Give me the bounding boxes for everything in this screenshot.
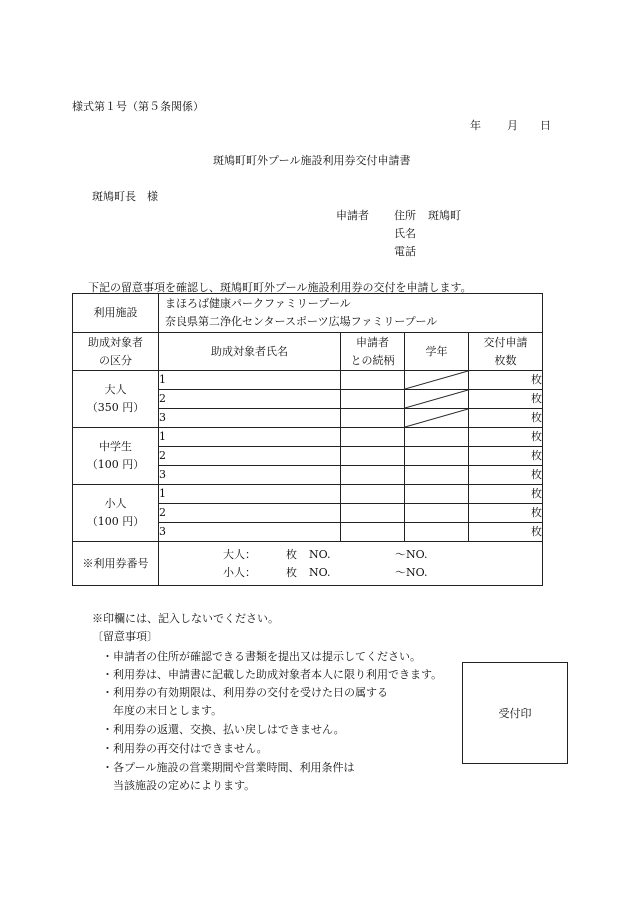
grade-cell[interactable] (405, 485, 469, 504)
facility-names (159, 294, 543, 333)
col-grade-header: 学年 (405, 333, 469, 371)
relation-cell[interactable] (341, 466, 405, 485)
row-number: 2 (159, 504, 341, 523)
tickets-cell[interactable]: 枚 (469, 428, 543, 447)
address-value: 斑鳩町 (428, 209, 461, 222)
category-price: （350 円） (86, 401, 145, 414)
tickets-cell[interactable]: 枚 (469, 504, 543, 523)
phone-label: 電話 (394, 245, 416, 258)
facility-1: まほろば健康パークファミリープール (165, 297, 351, 310)
address-label: 住所 (394, 209, 416, 222)
tickets-cell[interactable]: 枚 (469, 371, 543, 390)
relation-cell[interactable] (341, 523, 405, 542)
col-relation-line1: 申請者 (356, 335, 389, 349)
note-item: ・利用券の再交付はできません。 (102, 742, 268, 755)
stamp-box-label: 受付印 (498, 707, 532, 720)
ticket-adult-no: NO. (309, 547, 331, 561)
row-number: 3 (159, 466, 341, 485)
col-relation-line2: との続柄 (350, 353, 395, 367)
facility-label: 利用施設 (73, 294, 159, 333)
category-adult (73, 371, 159, 428)
grade-cell[interactable] (405, 428, 469, 447)
note-item: ・申請者の住所が確認できる書類を提出又は提示してください。 (102, 650, 421, 663)
ticket-adult-label: 大人： (223, 547, 256, 561)
relation-cell[interactable] (341, 447, 405, 466)
category-child (73, 485, 159, 542)
table-row (73, 485, 543, 504)
intro-text: 下記の留意事項を確認し、斑鳩町町外プール施設利用券の交付を申請します。 (88, 281, 472, 294)
note-item: 年度の末日とします。 (102, 704, 223, 717)
reception-stamp-box (462, 662, 568, 764)
row-number: 2 (159, 390, 341, 409)
ticket-adult-to: ～NO. (395, 547, 428, 561)
category-price: （100 円） (86, 515, 145, 528)
date-month-label: 月 (507, 119, 518, 132)
tickets-cell[interactable]: 枚 (469, 523, 543, 542)
tickets-cell[interactable]: 枚 (469, 390, 543, 409)
notes-heading: 〔留意事項〕 (92, 630, 158, 643)
tickets-cell[interactable]: 枚 (469, 485, 543, 504)
category-junior-high (73, 428, 159, 485)
tickets-cell[interactable]: 枚 (469, 409, 543, 428)
page-title: 斑鳩町町外プール施設利用券交付申請書 (213, 154, 411, 167)
row-number: 2 (159, 447, 341, 466)
col-category-header (73, 333, 159, 371)
form-number: 様式第１号（第５条関係） (72, 100, 204, 113)
grade-cell[interactable] (405, 523, 469, 542)
relation-cell[interactable] (341, 371, 405, 390)
row-number: 3 (159, 409, 341, 428)
col-name-header: 助成対象者氏名 (159, 333, 341, 371)
relation-cell[interactable] (341, 485, 405, 504)
note-item: ・利用券は、申請書に記載した助成対象者本人に限り利用できます。 (102, 668, 443, 681)
category-name: 中学生 (99, 440, 132, 453)
row-number: 1 (159, 428, 341, 447)
applicant-label: 申請者 (336, 209, 369, 222)
note-item: 当該施設の定めによります。 (102, 779, 256, 792)
category-price: （100 円） (86, 458, 145, 471)
ticket-number-label: ※利用券番号 (73, 542, 159, 586)
application-table (72, 293, 543, 586)
row-number: 3 (159, 523, 341, 542)
tickets-cell[interactable]: 枚 (469, 466, 543, 485)
row-number: 1 (159, 485, 341, 504)
col-tickets-line2: 枚数 (494, 353, 517, 367)
row-number: 1 (159, 371, 341, 390)
relation-cell[interactable] (341, 428, 405, 447)
category-name: 大人 (104, 383, 127, 396)
date-year-label: 年 (470, 119, 481, 132)
col-category-line2: の区分 (99, 353, 132, 367)
ticket-child-no: NO. (309, 565, 331, 579)
col-tickets-line1: 交付申請 (483, 335, 528, 349)
tickets-cell[interactable]: 枚 (469, 447, 543, 466)
ticket-child-to: ～NO. (395, 565, 428, 579)
grade-cell-disabled (405, 409, 469, 428)
ticket-number-row (73, 542, 543, 586)
grade-cell[interactable] (405, 466, 469, 485)
note-item: ・利用券の有効期限は、利用券の交付を受けた日の属する (102, 686, 388, 699)
grade-cell-disabled (405, 371, 469, 390)
table-row (73, 428, 543, 447)
note-item: ・各プール施設の営業期間や営業時間、利用条件は (102, 761, 355, 774)
facility-row (73, 294, 543, 333)
ticket-child-mai: 枚 (286, 565, 297, 579)
grade-cell[interactable] (405, 504, 469, 523)
relation-cell[interactable] (341, 409, 405, 428)
col-relation-header (341, 333, 405, 371)
facility-2: 奈良県第二浄化センタースポーツ広場ファミリープール (165, 315, 438, 328)
relation-cell[interactable] (341, 504, 405, 523)
stamp-note: ※印欄には、記入しないでください。 (92, 612, 279, 625)
category-name: 小人 (104, 497, 127, 510)
col-tickets-header (469, 333, 543, 371)
grade-cell-disabled (405, 390, 469, 409)
grade-cell[interactable] (405, 447, 469, 466)
column-header-row (73, 333, 543, 371)
table-row (73, 371, 543, 390)
relation-cell[interactable] (341, 390, 405, 409)
ticket-child-label: 小人： (223, 565, 256, 579)
col-category-line1: 助成対象者 (88, 335, 143, 349)
date-day-label: 日 (540, 119, 551, 132)
ticket-number-area (159, 542, 543, 586)
name-label: 氏名 (394, 227, 416, 240)
note-item: ・利用券の返還、交換、払い戻しはできません。 (102, 723, 345, 736)
ticket-adult-mai: 枚 (286, 547, 297, 561)
addressee: 斑鳩町長 様 (92, 190, 158, 203)
